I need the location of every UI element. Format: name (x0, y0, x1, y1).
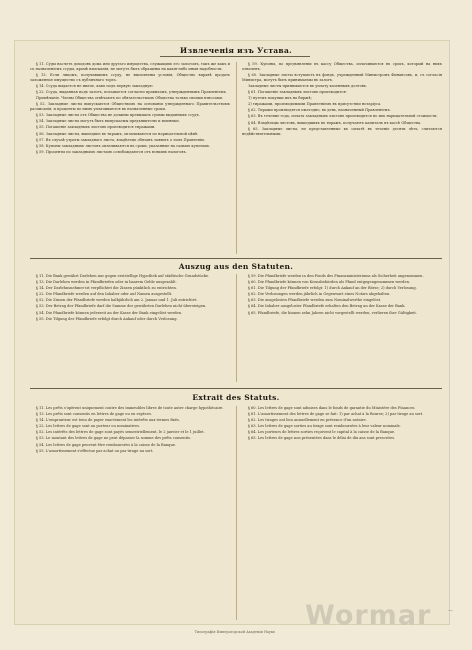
paragraph: § 63. Въ течение года, оплата закладныхъ листовъ производится по ихъ нарицательной стоимости. (248, 114, 438, 119)
paragraph: § 52. Die Zinsen der Pfandbriefe werden halbjährlich am 2. Januar und 1. Juli entrichtet. (36, 298, 198, 303)
paragraph: § 13. Die Darlehen werden in Pfandbriefen oder in baarem Gelde ausgezahlt. (36, 280, 177, 285)
paragraph: § 60. Закладные листы вступаютъ въ фондъ, учрежденный Министромъ Финансовъ, и, съ согласія Министра, могутъ быть принимаемы въ залогъ. (242, 73, 442, 82)
column-fr-left (30, 406, 230, 620)
column-divider (236, 62, 237, 254)
paragraph: Закладные листы принимаются въ уплату казенныхъ долговъ. (248, 84, 368, 88)
paragraph: § 61. Die Tilgung der Pfandbriefe erfolgt: 1) durch Ankauf an der Börse; 2) durch Verlosung. (248, 286, 417, 291)
paragraph: § 53. Der Betrag der Pfandbriefe darf die Summe der gewährten Darlehen nicht übersteigen. (36, 304, 207, 309)
section-rule (30, 388, 442, 389)
paragraph: § 61. Погашеніе закладныхъ листовъ производится: (248, 90, 347, 95)
column-de-right (242, 274, 442, 382)
section-rule (160, 56, 310, 57)
watermark: Wormar (305, 600, 432, 631)
paragraph: § 54. Die Pfandbriefe können jederzeit an der Kasse der Bank eingelöst werden. (36, 310, 183, 315)
paragraph: § 55. Погашеніе закладныхъ листовъ производится тиражами. (36, 125, 156, 130)
section-title-russian: Извлеченія изъ Устава. (179, 46, 293, 55)
paragraph: § 54. Les lettres de gage peuvent être remboursées à la caisse de la Banque. (36, 442, 177, 447)
column-divider (236, 406, 237, 620)
paragraph: § 52. Les intérêts des lettres de gage sont payés semestriellement, le 2 janvier et le 1 juillet. (36, 430, 205, 435)
paragraph: § 58. Купоны закладныхъ листовъ оплачиваются въ сроки, указанные на самыхъ купонахъ. (36, 143, 211, 148)
section-title-german: Auszug aus den Statuten. (178, 262, 294, 271)
paragraph: § 11. Les prêts s'opèrent uniquement contre des immeubles libres de toute autre charge hypothécaire. (36, 406, 224, 410)
paragraph: § 22. Ссуда, выданная подъ залогъ, погашается согласно правиламъ, утвержденнымъ Правленіемъ. (36, 90, 227, 95)
column-ru-left (30, 62, 230, 254)
paragraph: § 55. Die Tilgung der Pfandbriefe erfolgt durch Ankauf oder durch Verlosung. (36, 316, 178, 321)
paragraph: § 53. Le montant des lettres de gage ne peut dépasser la somme des prêts consentis. (36, 436, 192, 441)
printer-imprint: Типографія Императорской Академіи Наукъ (194, 630, 276, 634)
paragraph: § 65. Les lettres de gage non présentées dans le délai de dix ans sont prescrites. (248, 436, 396, 441)
paragraph: 2) тиражами, производимыми Правленіемъ въ присутствіи нотаріуса. (248, 102, 382, 107)
paragraph: § 22. Die Pfandbriefe werden auf den Inhaber oder auf Namen ausgestellt. (36, 292, 173, 297)
paragraph: § 65. Закладные листы, не представленные къ оплатѣ въ теченіе десяти лѣтъ, считаются недѣйствительными. (242, 126, 442, 136)
paragraph: § 62. Тиражи производятся ежегодно, въ день, назначенный Правленіемъ. (248, 108, 391, 113)
column-fr-right (242, 406, 442, 620)
page-mark: — (448, 608, 453, 614)
paragraph: § 55. L'amortissement s'effectue par achat ou par tirage au sort. (36, 448, 154, 453)
paragraph: § 53. Закладные листы отъ Общества не должны превышать суммы выданныхъ ссудъ. (36, 113, 200, 118)
paragraph: § 59. Купоны, по предъявленіи въ кассу Общества, оплачиваются въ срокъ, который на нихъ означенъ. (242, 62, 442, 71)
paragraph: § 52. Закладные листы выпускаются Обществомъ на основаніи утвержденнаго Правительствомъ расписанія, и проценты по нимъ уплачиваются въ назначенные сроки. (30, 102, 230, 112)
paragraph: § 62. Les tirages ont lieu annuellement en présence d'un notaire. (248, 418, 367, 423)
paragraph: § 14. L'emprunteur est tenu de payer exactement les intérêts aux termes fixés. (36, 418, 180, 423)
paragraph: § 59. Проценты по закладнымъ листамъ освобождаются отъ всякихъ налоговъ. (36, 149, 187, 154)
paragraph: § 22. Les lettres de gage sont au porteur ou nominatives. (36, 424, 141, 429)
section-title-french: Extrait des Statuts. (192, 393, 280, 402)
paragraph: § 54. Закладные листы могутъ быть выпускаемы предъявителю и именные. (36, 119, 180, 124)
paragraph: § 62. Die Verlosungen werden jährlich in Gegenwart eines Notars abgehalten. (248, 292, 391, 297)
paragraph: § 13. Если лицомъ, получившимъ ссуду, не выполнены условія, Общество вправѣ продать заложенное имущество съ публичнаго торга. (30, 73, 230, 82)
paragraph: § 63. Les lettres de gage sorties au tirage sont remboursées à leur valeur nominale. (248, 424, 401, 429)
paragraph: § 60. Die Pfandbriefe können von Kronsbehörden als Pfand entgegengenommen werden. (248, 280, 411, 285)
column-divider (236, 274, 237, 382)
paragraph: § 64. Die Inhaber ausgeloster Pfandbriefe erhalten den Betrag an der Kasse der Bank. (248, 304, 406, 309)
paragraph: § 11. Суды насчетъ доходовъ дома или другаго имущества, служащихъ его залогомъ, такъ же какъ и съ назначеніемъ ссуды, кромѣ взысканія, не могутъ быть обращены на какія-либо иныя надобности. (30, 62, 230, 71)
paragraph: § 65. Pfandbriefe, die binnen zehn Jahren nicht vorgestellt werden, verlieren ihre Gültigkeit. (248, 310, 417, 315)
paragraph: 1) путемъ покупки ихъ на биржѣ; (248, 96, 312, 101)
paragraph: § 14. Der Darlehnsnehmer ist verpflichtet die Zinsen pünktlich zu entrichten. (36, 286, 177, 291)
paragraph: § 57. Въ случаѣ утраты закладнаго листа, владѣлецъ обязанъ заявить о томъ Правленію. (36, 137, 206, 142)
paragraph: Примѣчаніе. Члены Общества отвѣчаютъ по обязательствамъ Общества только своими взносами. (36, 96, 224, 101)
paragraph: § 61. L'amortissement des lettres de gage se fait: 1) par achat à la Bourse; 2) par tirage au sort. (248, 412, 424, 417)
paragraph: § 14. Ссуда выдается не иначе, какъ подъ первую закладную. (36, 84, 154, 88)
section-rule (30, 258, 442, 259)
paragraph: § 64. Владѣльцы листовъ, вышедшихъ въ тиражъ, получаютъ капиталъ въ кассѣ Общества. (248, 120, 422, 125)
paragraph: § 60. Les lettres de gage sont admises dans le fonds de garantie du Ministère des Finances. (248, 406, 416, 410)
paragraph: § 63. Die ausgelosten Pfandbriefe werden zum Nominalwerthe eingelöst. (248, 298, 382, 303)
column-ru-right (242, 62, 442, 254)
column-de-left (30, 274, 230, 382)
paragraph: § 13. Les prêts sont consentis en lettres de gage ou en espèces. (36, 412, 153, 417)
paragraph: § 59. Die Pfandbriefe werden in den Fonds des Finanzministeriums als Sicherheit angenommen. (248, 274, 424, 278)
paragraph: § 11. Die Bank gewährt Darlehen nur gegen erststellige Hypothek auf städtische Grundstücke. (36, 274, 210, 278)
paragraph: § 56. Закладные листы, вышедшіе въ тиражъ, оплачиваются по нарицательной цѣнѣ. (36, 131, 199, 136)
paragraph: § 64. Les porteurs de lettres sorties reçoivent le capital à la caisse de la Banque. (248, 430, 396, 435)
